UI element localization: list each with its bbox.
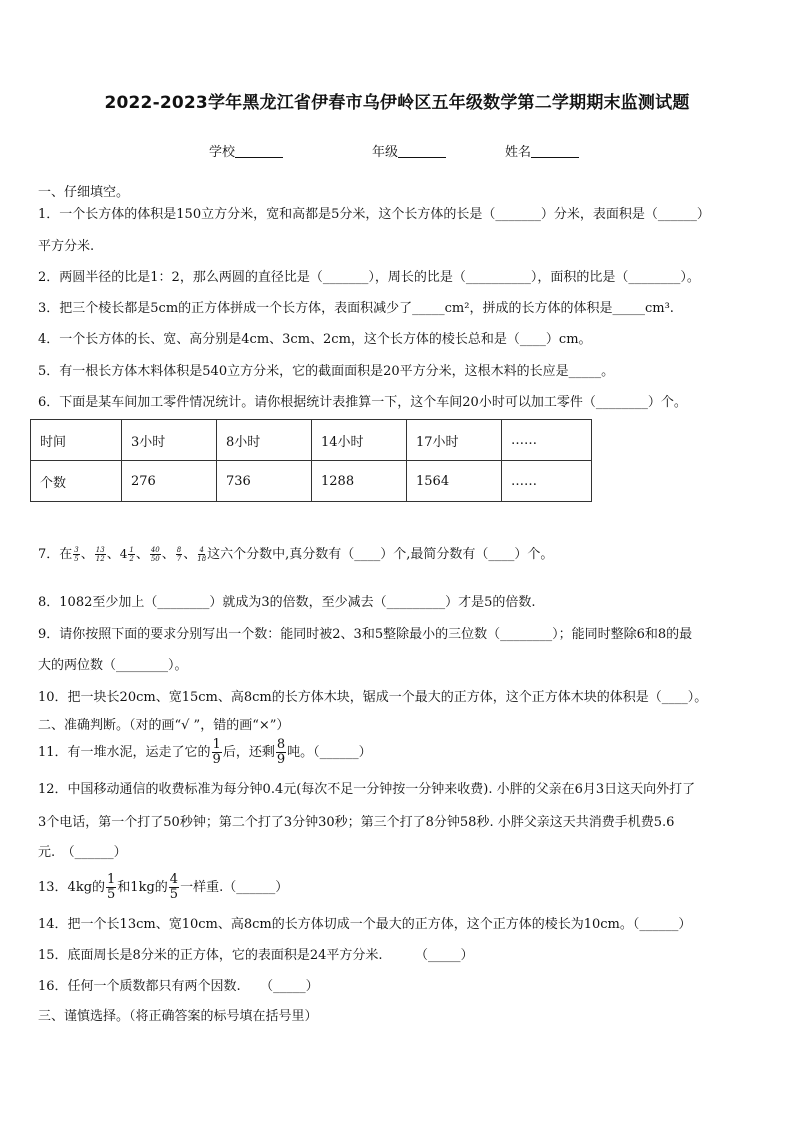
q11-text-b: 后，还剩 [222,745,275,760]
question-12-line-3: 元. （______） [38,845,127,860]
numerator: 8 [176,546,182,554]
question-12-line-2: 3个电话，第一个打了50秒钟；第二个打了3分钟30秒；第三个打了8分钟58秒. 小胖父亲这天共消费手机费5.6 [38,815,675,830]
table-row [31,420,592,461]
q13-text-c: 一样重.（______） [180,880,289,895]
question-6: 6．下面是某车间加工零件情况统计。请你根据统计表推算一下，这个车间20小时可以加工零件（________）个。 [38,395,687,410]
numerator: 4 [169,872,179,887]
question-9-line-2: 大的两位数（________）。 [38,658,188,673]
table-cell: 736 [217,461,312,502]
name-label: 姓名 [505,145,532,160]
q11-text-a: 11．有一堆水泥，运走了它的 [38,745,211,760]
q7-suffix: 这六个分数中,真分数有（____）个,最简分数有（____）个。 [207,547,554,562]
table-row [31,461,592,502]
numerator: 1 [107,872,116,887]
fraction [95,546,106,563]
name-field [505,141,579,160]
fraction [106,873,116,902]
section-2-heading: 二、准确判断。（对的画“√ ”，错的画“×”） [38,718,290,733]
numerator: 1 [212,737,221,752]
table-cell: 3小时 [122,420,217,461]
denominator: 9 [276,752,286,767]
denominator: 7 [176,555,182,563]
question-1-line-2: 平方分米. [38,239,95,254]
grade-field [372,141,446,160]
fraction [276,738,286,767]
q11-text-c: 吨。（______） [287,745,372,760]
fraction [150,546,161,563]
table-cell: 1288 [312,461,407,502]
numerator: 4 [199,546,204,554]
table-cell: 个数 [31,461,122,502]
fraction [73,546,79,563]
table-cell: 14小时 [312,420,407,461]
denominator: 5 [169,887,179,902]
question-1-line-1: 1．一个长方体的体积是150立方分米，宽和高都是5分米，这个长方体的长是（_______）分米，表面积是（______） [38,207,710,222]
grade-label: 年级 [372,145,399,160]
table-cell: …… [502,420,592,461]
denominator: 5 [107,887,116,902]
statistics-table [30,419,592,502]
denominator: 9 [212,752,221,767]
fraction [128,546,134,563]
numerator: 3 [74,546,79,554]
question-13 [38,873,288,903]
numerator: 13 [95,546,105,554]
school-label: 学校 [209,145,236,160]
school-blank [235,145,283,158]
fraction [169,873,179,902]
question-9-line-1: 9．请你按照下面的要求分别写出一个数：能同时被2、3和5整除最小的三位数（________）；能同时整除6和8的最 [38,627,693,642]
numerator: 8 [276,737,286,752]
question-2: 2．两圆半径的比是1：2，那么两圆的直径比是（_______），周长的比是（__________），面积的比是（________）。 [38,270,700,285]
fraction [212,738,222,767]
numerator: 40 [150,546,160,554]
mixed-whole: 4 [119,547,128,561]
table-cell: …… [502,461,592,502]
question-14: 14．把一个长13cm、宽10cm、高8cm的长方体切成一个最大的正方体，这个正方体的棱长为10cm。（______） [38,917,692,932]
question-11 [38,738,372,768]
denominator: 12 [95,555,105,563]
q13-text-a: 13．4kg的 [38,880,106,895]
denominator: 2 [129,555,134,563]
question-8: 8．1082至少加上（________）就成为3的倍数，至少减去（_________）才是5的倍数. [38,595,536,610]
question-4: 4．一个长方体的长、宽、高分别是4cm、3cm、2cm，这个长方体的棱长总和是（____）cm。 [38,332,592,347]
section-3-heading: 三、谨慎选择。（将正确答案的标号填在括号里） [38,1009,318,1024]
name-blank [531,145,579,158]
numerator: 1 [129,546,134,554]
question-12-line-1: 12．中国移动通信的收费标准为每分钟0.4元(每次不足一分钟按一分钟来收费). 小胖的父亲在6月3日这天向外打了 [38,782,696,797]
question-15: 15．底面周长是8分米的正方体，它的表面积是24平方分米. （_____） [38,948,474,963]
fraction [197,546,206,563]
table-cell: 17小时 [407,420,502,461]
section-1-heading: 一、仔细填空。 [38,185,130,200]
table-cell: 时间 [31,420,122,461]
denominator: 50 [150,555,160,563]
q7-prefix: 7．在 [38,547,73,562]
question-5: 5．有一根长方体木料体积是540立方分米，它的截面面积是20平方分米，这根木料的长应是_____。 [38,364,615,379]
denominator: 5 [74,555,79,563]
table-cell: 276 [122,461,217,502]
question-16: 16．任何一个质数都只有两个因数. （_____） [38,979,319,994]
school-field [209,141,283,160]
table-cell: 1564 [407,461,502,502]
table-cell: 8小时 [217,420,312,461]
question-3: 3．把三个棱长都是5cm的正方体拼成一个长方体，表面积减少了_____cm²，拼成的长方体的体积是_____cm³. [38,301,674,316]
question-7: 7．在 $\frac{3}{5}$ 、 $\frac{13}{12}$ 、4 $\frac{1}{2}$ 、 $\frac{40}{50}$ 、 $\frac{8}{7}$ 、 $\frac{4}{18}$ 这六个分数中,真分数有（____）个,最简分数有（____）个。 [38,546,554,563]
page-title: 2022-2023学年黑龙江省伊春市乌伊岭区五年级数学第二学期期末监测试题 [104,93,690,113]
q13-text-b: 和1kg的 [117,880,168,895]
fraction [176,546,182,563]
grade-blank [398,145,446,158]
denominator: 18 [197,555,207,563]
question-10: 10．把一块长20cm、宽15cm、高8cm的长方体木块，锯成一个最大的正方体，这个正方体木块的体积是（____）。 [38,690,708,705]
